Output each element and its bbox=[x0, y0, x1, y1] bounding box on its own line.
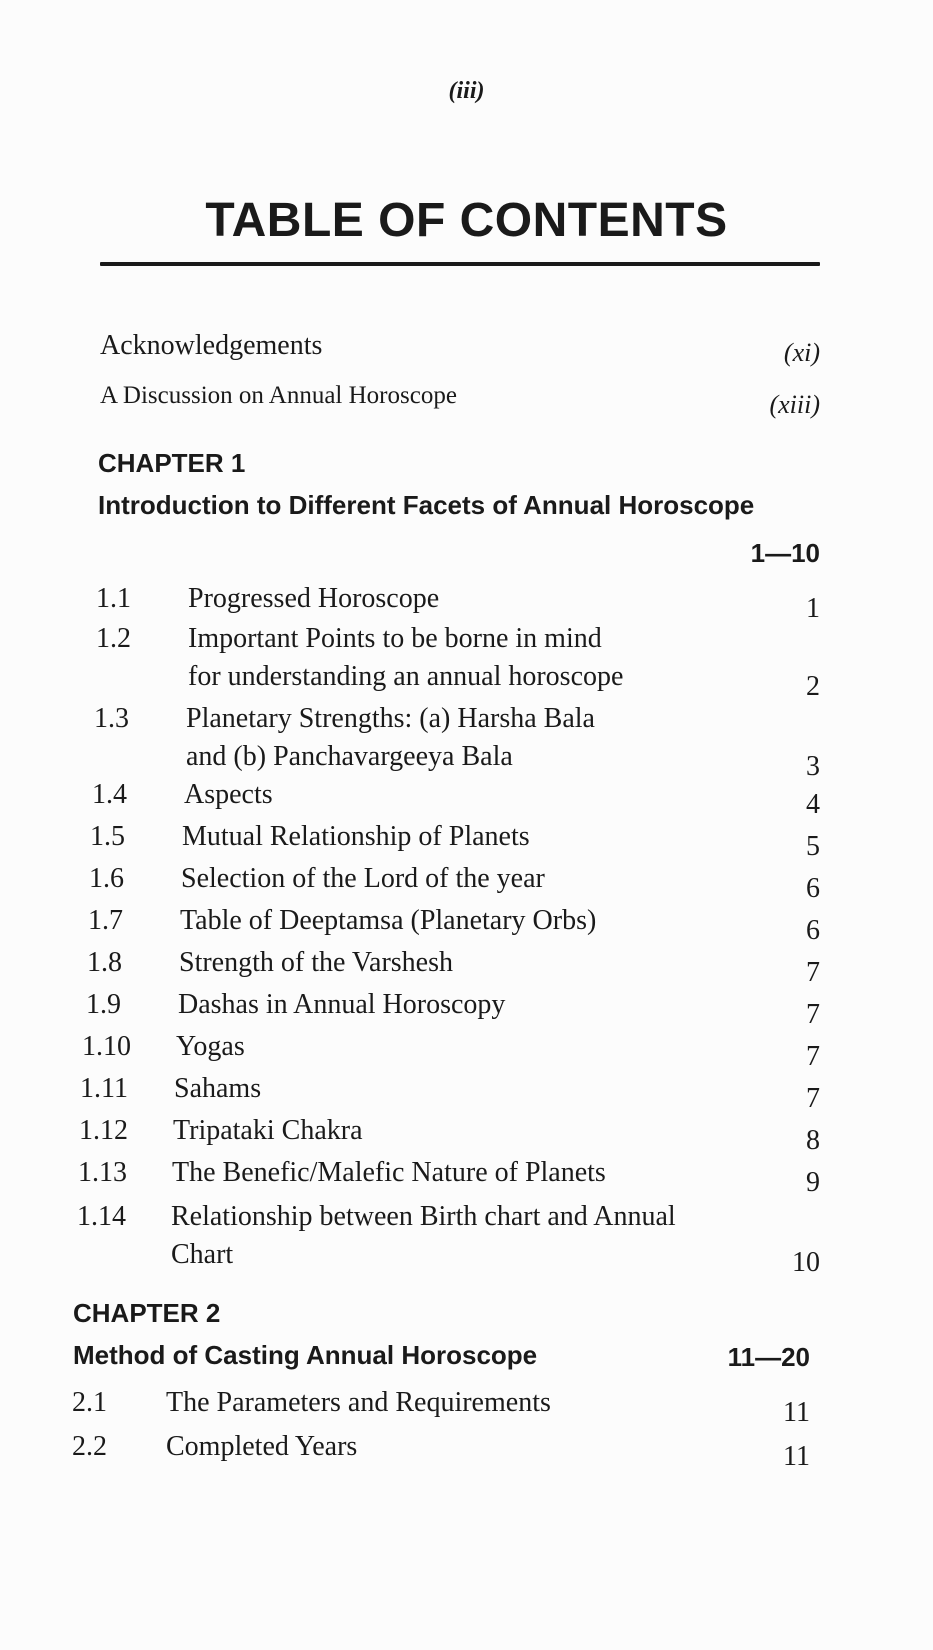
section-number: 1.12 bbox=[79, 1115, 128, 1146]
section-number: 1.2 bbox=[96, 623, 131, 654]
section-title: Dashas in Annual Horoscopy bbox=[178, 989, 506, 1020]
toc-entry[interactable] bbox=[77, 1198, 820, 1278]
section-title: Aspects bbox=[184, 779, 273, 810]
section-page: 6 bbox=[806, 915, 820, 946]
section-number: 1.4 bbox=[92, 779, 127, 810]
section-title: Strength of the Varshesh bbox=[179, 947, 453, 978]
section-page: 7 bbox=[806, 999, 820, 1030]
section-page: 3 bbox=[806, 751, 820, 782]
section-number: 2.1 bbox=[72, 1387, 107, 1418]
section-title: Mutual Relationship of Planets bbox=[182, 821, 530, 852]
section-title: Relationship between Birth chart and Annual bbox=[171, 1201, 676, 1232]
section-title-continued: for understanding an annual horoscope bbox=[188, 661, 624, 692]
chapter-title[interactable]: Introduction to Different Facets of Annual Horoscope bbox=[98, 490, 755, 520]
section-title: Sahams bbox=[174, 1073, 262, 1104]
section-title: Completed Years bbox=[166, 1431, 358, 1462]
toc-front-page: (xiii) bbox=[769, 390, 820, 419]
section-number: 1.9 bbox=[86, 989, 121, 1020]
section-number: 1.7 bbox=[88, 905, 123, 936]
section-page: 9 bbox=[806, 1167, 820, 1198]
section-page: 1 bbox=[806, 593, 820, 624]
section-title: The Benefic/Malefic Nature of Planets bbox=[172, 1157, 606, 1188]
section-page: 11 bbox=[783, 1397, 810, 1428]
page-title: TABLE OF CONTENTS bbox=[205, 194, 728, 247]
section-page: 7 bbox=[806, 1083, 820, 1114]
section-page: 4 bbox=[806, 789, 820, 820]
section-page: 7 bbox=[806, 1041, 820, 1072]
title-divider bbox=[100, 262, 820, 266]
chapter-title[interactable]: Method of Casting Annual Horoscope bbox=[73, 1340, 538, 1370]
section-number: 1.6 bbox=[89, 863, 124, 894]
section-title: Selection of the Lord of the year bbox=[181, 863, 545, 894]
section-title: Tripataki Chakra bbox=[173, 1115, 363, 1146]
section-title: The Parameters and Requirements bbox=[166, 1387, 551, 1418]
section-number: 1.1 bbox=[96, 583, 131, 614]
page-number: (iii) bbox=[448, 78, 485, 104]
section-number: 1.14 bbox=[77, 1201, 126, 1232]
section-number: 1.3 bbox=[94, 703, 129, 734]
section-number: 1.13 bbox=[78, 1157, 127, 1188]
section-page: 11 bbox=[783, 1441, 810, 1472]
section-number: 1.10 bbox=[82, 1031, 131, 1062]
toc-entry[interactable] bbox=[96, 620, 820, 702]
toc-entry[interactable] bbox=[94, 700, 820, 782]
section-title: Important Points to be borne in mind bbox=[188, 623, 602, 654]
section-title-continued: and (b) Panchavargeeya Bala bbox=[186, 741, 513, 772]
section-title: Planetary Strengths: (a) Harsha Bala bbox=[186, 703, 595, 734]
section-page: 6 bbox=[806, 873, 820, 904]
section-number: 1.11 bbox=[80, 1073, 128, 1104]
chapter-page-range: 1—10 bbox=[750, 538, 820, 568]
section-page: 2 bbox=[806, 671, 820, 702]
section-number: 1.5 bbox=[90, 821, 125, 852]
toc-front-label: A Discussion on Annual Horoscope bbox=[100, 382, 457, 409]
section-title: Progressed Horoscope bbox=[188, 583, 440, 614]
section-title-continued: Chart bbox=[171, 1239, 234, 1270]
section-page: 7 bbox=[806, 957, 820, 988]
toc-front-page: (xi) bbox=[783, 338, 820, 367]
chapter-page-range: 11—20 bbox=[727, 1342, 810, 1372]
section-page: 8 bbox=[806, 1125, 820, 1156]
section-page: 10 bbox=[792, 1247, 820, 1278]
toc-front-label: Acknowledgements bbox=[100, 330, 323, 361]
section-title: Yogas bbox=[176, 1031, 245, 1062]
chapter-label: CHAPTER 1 bbox=[98, 448, 246, 478]
section-number: 1.8 bbox=[87, 947, 122, 978]
chapter-label: CHAPTER 2 bbox=[73, 1298, 221, 1328]
section-number: 2.2 bbox=[72, 1431, 107, 1462]
section-page: 5 bbox=[806, 831, 820, 862]
section-title: Table of Deeptamsa (Planetary Orbs) bbox=[180, 905, 597, 936]
